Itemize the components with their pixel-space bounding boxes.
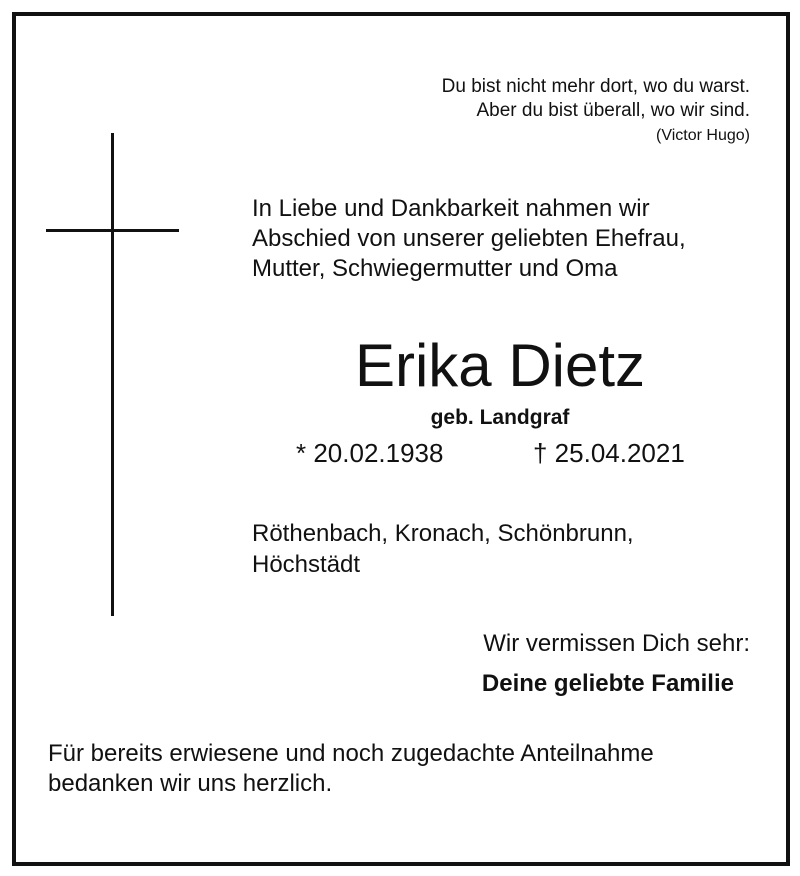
announcement-text bbox=[252, 194, 772, 284]
quote-line-1: Du bist nicht mehr dort, wo du warst. bbox=[441, 76, 750, 97]
closing-message: Wir vermissen Dich sehr: bbox=[483, 630, 750, 657]
cross-icon-vertical-bar bbox=[111, 133, 114, 616]
thanks-line-1: Für bereits erwiesene und noch zugedachte Anteilnahme bbox=[48, 740, 654, 767]
places-line-2: Höchstädt bbox=[252, 551, 361, 578]
thanks-note bbox=[48, 739, 768, 799]
quote-author: (Victor Hugo) bbox=[656, 127, 750, 144]
places-line-1: Röthenbach, Kronach, Schönbrunn, bbox=[252, 520, 634, 547]
deceased-name: Erika Dietz bbox=[354, 332, 646, 399]
quote-block bbox=[330, 75, 750, 147]
thanks-line-2: bedanken wir uns herzlich. bbox=[48, 770, 333, 797]
birth-date: * 20.02.1938 bbox=[296, 438, 444, 468]
closing-block bbox=[330, 624, 750, 704]
family-signature: Deine geliebte Familie bbox=[481, 670, 734, 697]
maiden-name: geb. Landgraf bbox=[430, 406, 570, 429]
announcement-line-3: Mutter, Schwiegermutter und Oma bbox=[252, 255, 618, 282]
death-date: † 25.04.2021 bbox=[533, 438, 685, 468]
announcement-line-2: Abschied von unserer geliebten Ehefrau, bbox=[252, 225, 686, 252]
places-text bbox=[252, 518, 752, 580]
cross-icon-horizontal-bar bbox=[46, 229, 179, 232]
quote-line-2: Aber du bist überall, wo wir sind. bbox=[476, 100, 750, 121]
announcement-line-1: In Liebe und Dankbarkeit nahmen wir bbox=[252, 195, 650, 222]
